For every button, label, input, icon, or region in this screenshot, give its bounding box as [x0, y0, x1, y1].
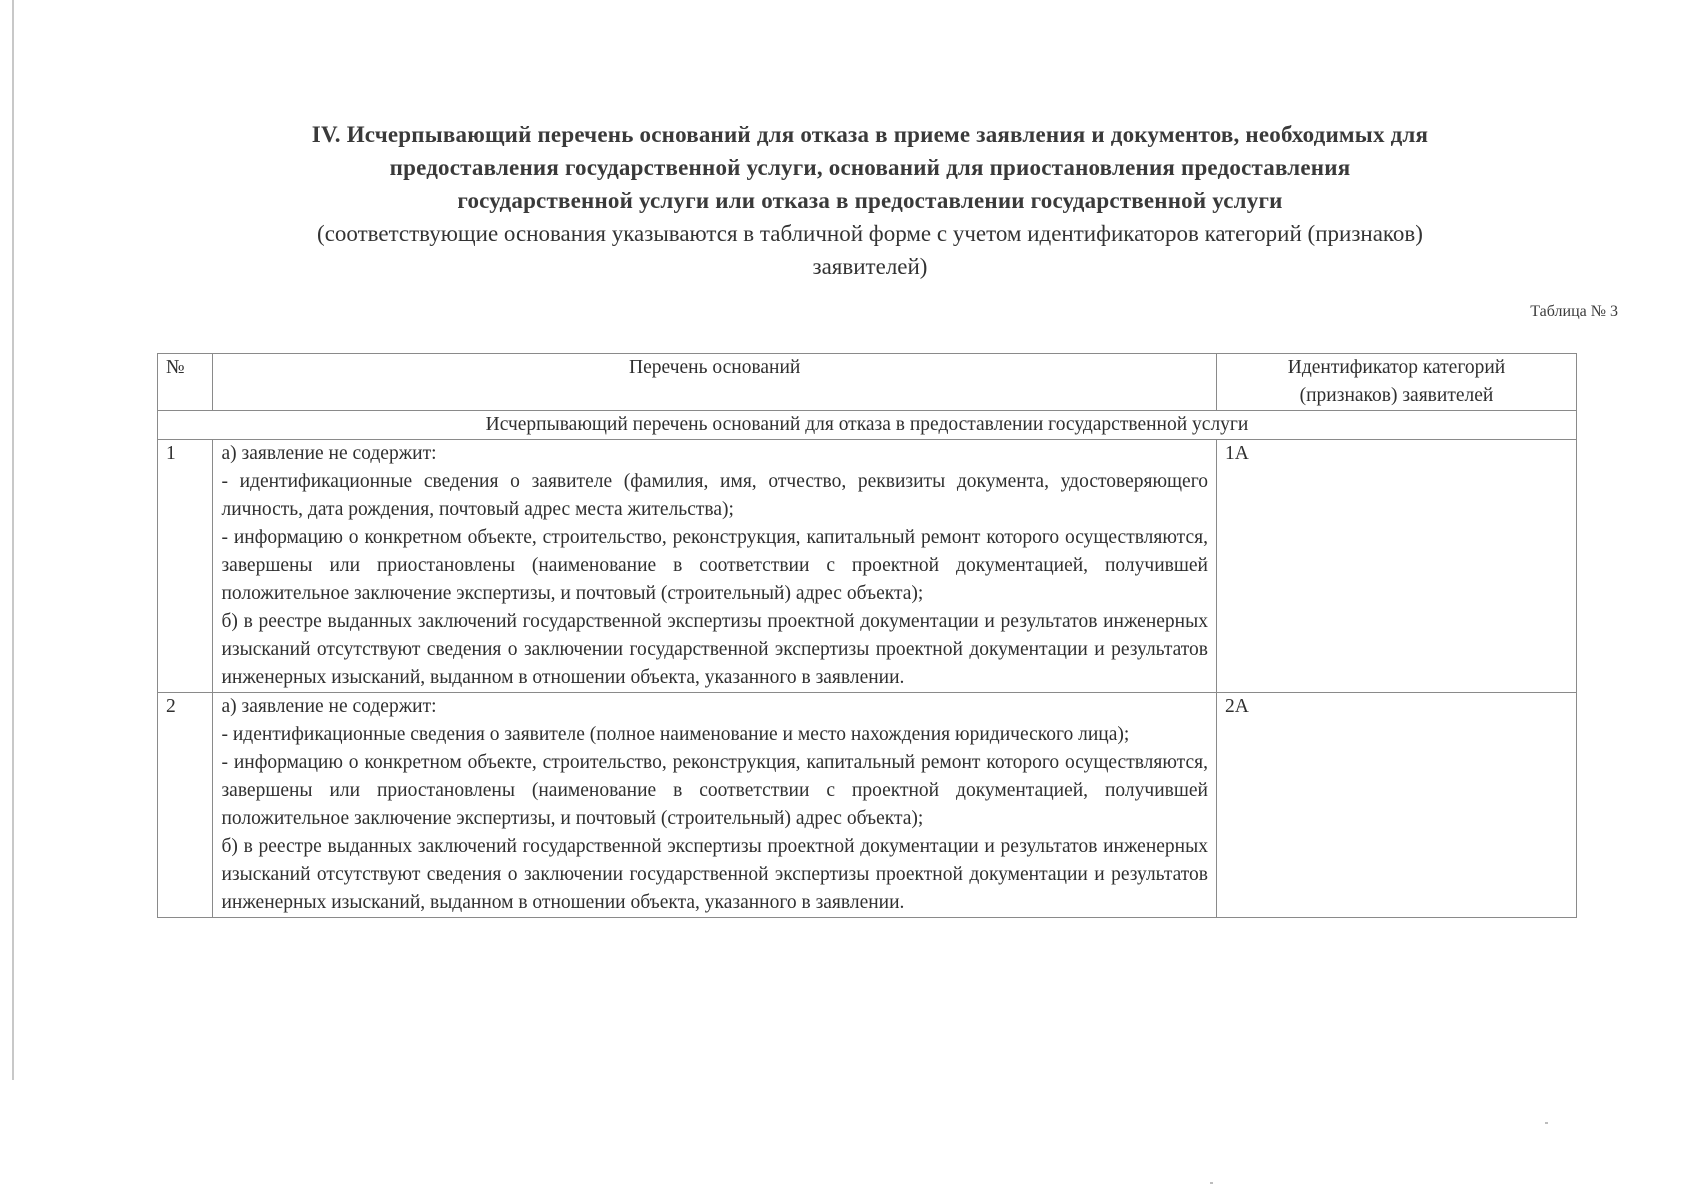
ground-line: б) в реестре выданных заключений государственной экспертизы проектной документации и результатов инженерных изысканий отсутствуют сведения о заключении государственной экспертизы проектной документации и результатов инженерных изысканий, выданном в отношении объекта, указанного в заявлении. — [221, 836, 1208, 913]
heading-title-line-2: предоставления государственной услуги, оснований для приостановления предоставления — [389, 155, 1351, 180]
scan-edge-line — [12, 0, 14, 1080]
heading-title-line-3: государственной услуги или отказа в предоставлении государственной услуги — [457, 188, 1283, 213]
section-title: Исчерпывающий перечень оснований для отказа в предоставлении государственной услуги — [158, 411, 1577, 440]
table-row — [158, 440, 1577, 693]
heading-title-line-1: IV. Исчерпывающий перечень оснований для отказа в приеме заявления и документов, необходимых для — [311, 122, 1429, 147]
ground-line: а) заявление не содержит: — [221, 443, 437, 464]
header-identifier-line-2: (признаков) заявителей — [1299, 385, 1494, 406]
header-identifier — [1216, 354, 1576, 411]
header-identifier-line-1: Идентификатор категорий — [1287, 357, 1506, 378]
ground-line: б) в реестре выданных заключений государственной экспертизы проектной документации и результатов инженерных изысканий отсутствуют сведения о заключении государственной экспертизы проектной документации и результатов инженерных изысканий, выданном в отношении объекта, указанного в заявлении. — [221, 611, 1208, 688]
scan-speck — [1545, 1122, 1548, 1124]
header-grounds: Перечень оснований — [213, 354, 1216, 411]
grounds-table — [157, 353, 1577, 918]
table-row — [158, 693, 1577, 918]
ground-line: - идентификационные сведения о заявителе (полное наименование и место нахождения юридического лица); — [221, 724, 1130, 745]
row-number: 2 — [158, 693, 213, 918]
row-grounds — [213, 693, 1216, 918]
table-caption: Таблица № 3 — [1530, 303, 1618, 320]
heading-subtitle-line-1: (соответствующие основания указываются в табличной форме с учетом идентификаторов категорий (признаков) — [317, 221, 1423, 246]
section-heading — [150, 118, 1590, 283]
scan-speck — [1210, 1182, 1213, 1184]
ground-line: - информацию о конкретном объекте, строительство, реконструкция, капитальный ремонт которого осуществляются, завершены или приостановлены (наименование в соответствии с проектной документацией, получившей положительное заключение экспертизы, и почтовый (строительный) адрес объекта); — [221, 752, 1208, 829]
row-grounds — [213, 440, 1216, 693]
section-title-row — [158, 411, 1577, 440]
ground-line: - информацию о конкретном объекте, строительство, реконструкция, капитальный ремонт которого осуществляются, завершены или приостановлены (наименование в соответствии с проектной документацией, получившей положительное заключение экспертизы, и почтовый (строительный) адрес объекта); — [221, 527, 1208, 604]
row-identifier: 2А — [1216, 693, 1576, 918]
heading-subtitle-line-2: заявителей) — [812, 254, 928, 279]
ground-line: а) заявление не содержит: — [221, 696, 437, 717]
header-number: № — [158, 354, 213, 411]
row-identifier: 1А — [1216, 440, 1576, 693]
table-header-row — [158, 354, 1577, 411]
row-number: 1 — [158, 440, 213, 693]
ground-line: - идентификационные сведения о заявителе (фамилия, имя, отчество, реквизиты документа, удостоверяющего личность, дата рождения, почтовый адрес места жительства); — [221, 471, 1208, 520]
